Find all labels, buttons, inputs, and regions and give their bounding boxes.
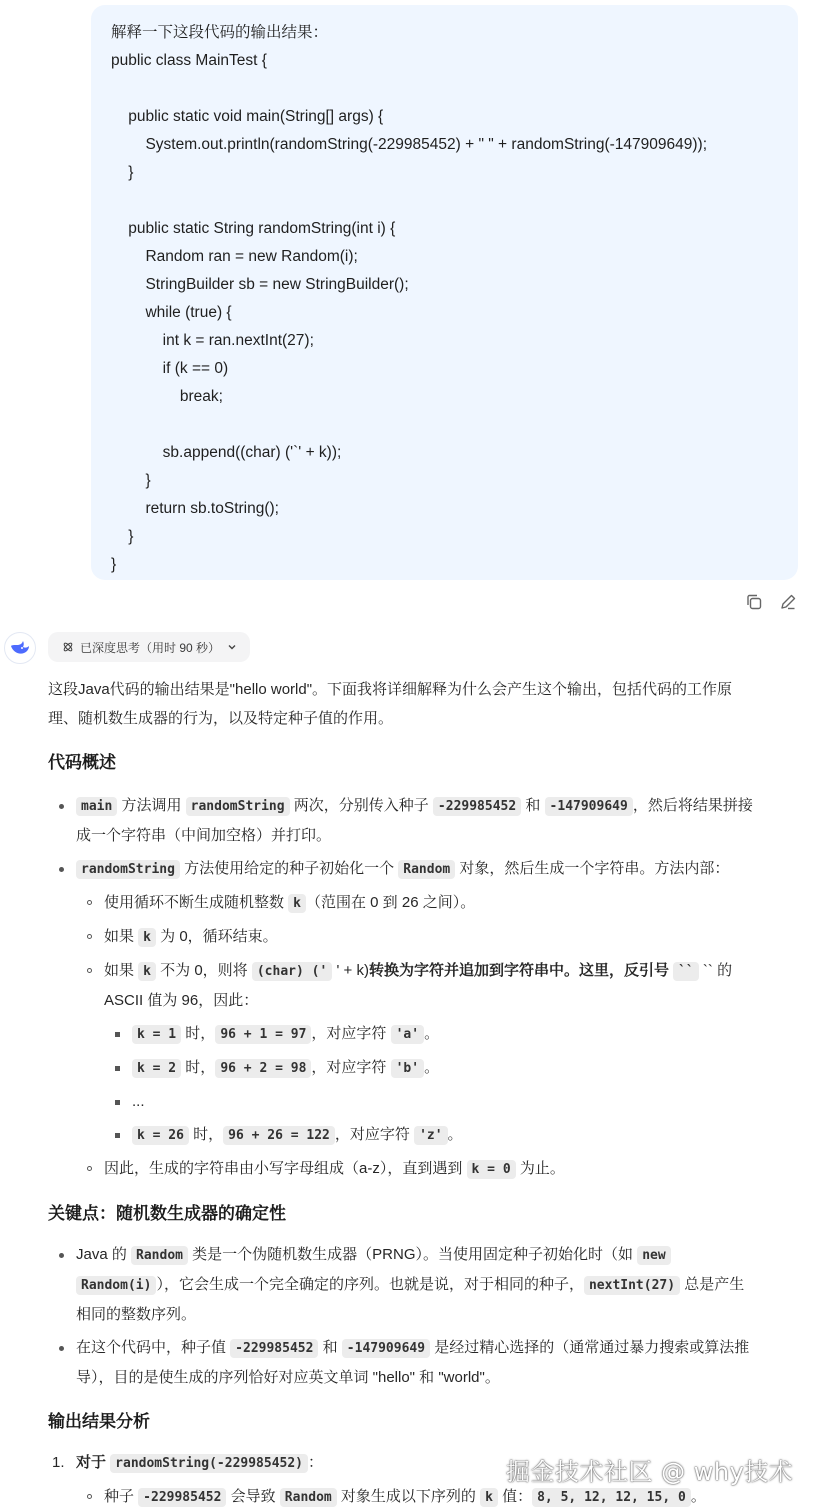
message-line: public static String randomString(int i) {	[111, 220, 396, 237]
inline-code: 96 + 26 = 122	[223, 1126, 335, 1145]
message-line: Random ran = new Random(i);	[111, 248, 358, 265]
message-line	[111, 411, 778, 439]
inline-code: randomString	[186, 797, 290, 816]
list-item: 使用循环不断生成随机整数 k （范围在 0 到 26 之间）。	[76, 888, 802, 918]
list-item: 在这个代码中，种子值 -229985452 和 -147909649 是经过精心选择的（通常通过暴力搜索或算法推 导），目的是使生成的序列恰好对应英文单词 "hello" 和 "world"。	[48, 1333, 802, 1392]
list-item: k = 2 时， 96 + 2 = 98 ，对应字符 'b' 。	[104, 1053, 802, 1083]
heading-overview: 代码概述	[48, 753, 116, 772]
key-points-list	[48, 1240, 802, 1392]
inline-code: -229985452	[433, 797, 521, 816]
message-line: 解释一下这段代码的输出结果：	[111, 24, 329, 41]
message-line: sb.append((char) ('`' + k));	[111, 444, 342, 461]
user-message-bubble	[91, 5, 798, 580]
message-line: if (k == 0)	[111, 360, 229, 377]
message-line: return sb.toString();	[111, 500, 279, 517]
list-item: Java 的 Random 类是一个伪随机数生成器（PRNG）。当使用固定种子初始化时（如 new Random(i) ），它会生成一个完全确定的序列。也就是说，对于相同的种子， nextInt(27) 总是产生 相同的整数序列。	[48, 1240, 802, 1329]
list-item: 1. 对于 randomString(-229985452) ： 种子 -229985452 会导致 Random 对象生成以下序列的 k 值： 8, 5, 12, 12, 15, 0 。	[48, 1448, 802, 1512]
watermark: 掘金技术社区 @ why技术	[506, 1458, 794, 1486]
message-line: while (true) {	[111, 304, 232, 321]
atom-icon	[62, 641, 74, 653]
message-line: StringBuilder sb = new StringBuilder();	[111, 276, 409, 293]
message-line: public class MainTest {	[111, 52, 267, 69]
overview-list	[48, 791, 802, 1184]
message-line: public static void main(String[] args) {	[111, 108, 384, 125]
inline-code: main	[76, 797, 117, 816]
sub-sub-list	[104, 1019, 802, 1150]
inline-code: -147909649	[545, 797, 633, 816]
copy-icon[interactable]	[744, 592, 764, 612]
heading-key-points: 关键点：随机数生成器的确定性	[48, 1204, 286, 1223]
inline-code: -229985452	[230, 1339, 318, 1358]
message-line: }	[111, 556, 117, 573]
list-item: k = 1 时， 96 + 1 = 97 ，对应字符 'a' 。	[104, 1019, 802, 1049]
message-line: }	[111, 528, 134, 545]
thinking-toggle[interactable]	[48, 632, 250, 662]
message-line	[111, 187, 778, 215]
edit-icon[interactable]	[778, 592, 798, 612]
inline-code: nextInt(27)	[584, 1276, 680, 1295]
intro-line: 理、随机数生成器的行为，以及特定种子值的作用。	[48, 710, 394, 727]
list-item: 如果 k 为 0，循环结束。	[76, 922, 802, 952]
inline-code: k = 26	[132, 1126, 189, 1145]
intro-paragraph	[48, 675, 802, 733]
message-actions	[744, 592, 798, 612]
inline-code: k	[138, 962, 156, 981]
inline-code: k	[288, 894, 306, 913]
list-item: ...	[104, 1087, 802, 1116]
list-item: k = 26 时， 96 + 26 = 122 ，对应字符 'z' 。	[104, 1120, 802, 1150]
thinking-label: 已深度思考（用时 90 秒）	[80, 640, 221, 655]
inline-code: k = 0	[467, 1160, 516, 1179]
inline-code: k = 2	[132, 1059, 181, 1078]
message-line: break;	[111, 388, 223, 405]
message-line	[111, 75, 778, 103]
inline-code: -229985452	[138, 1488, 226, 1507]
intro-line: 这段Java代码的输出结果是"hello world"。下面我将详细解释为什么会产生这个输出，包括代码的工作原	[48, 681, 733, 698]
inline-code: k = 1	[132, 1025, 181, 1044]
inline-code: Random	[280, 1488, 337, 1507]
inline-code: Random	[131, 1246, 188, 1265]
inline-code: 96 + 2 = 98	[215, 1059, 311, 1078]
assistant-answer	[48, 675, 802, 1512]
inline-code: ``	[673, 962, 699, 981]
inline-code: randomString	[76, 860, 180, 879]
inline-code: 'a'	[391, 1025, 424, 1044]
heading-output-analysis: 输出结果分析	[48, 1412, 150, 1431]
message-line: int k = ran.nextInt(27);	[111, 332, 314, 349]
message-line: }	[111, 472, 151, 489]
inline-code: 'z'	[414, 1126, 447, 1145]
sub-list	[76, 888, 802, 1184]
inline-code: 'b'	[391, 1059, 424, 1078]
inline-code: Random	[398, 860, 455, 879]
inline-code: 8, 5, 12, 12, 15, 0	[532, 1488, 691, 1507]
list-item: main 方法调用 randomString 两次，分别传入种子 -229985452 和 -147909649 ，然后将结果拼接 成一个字符串（中间加空格）并打印。	[48, 791, 802, 850]
inline-code: k	[480, 1488, 498, 1507]
assistant-logo-icon	[4, 632, 36, 664]
message-line: }	[111, 164, 134, 181]
list-item: 种子 -229985452 会导致 Random 对象生成以下序列的 k 值： 8, 5, 12, 12, 15, 0 。	[76, 1482, 802, 1512]
inline-code: Random(i)	[76, 1276, 156, 1295]
inline-code: k	[138, 928, 156, 947]
inline-code: new	[637, 1246, 670, 1265]
list-item: 如果 k 不为 0，则将 (char) (' ' + k)转换为字符并追加到字符串中。这里，反引号 `` `` 的 ASCII 值为 96，因此： k = 1 时， 96 + 1 = 97 ，对应字符 'a' 。 k = 2 时， 96 + 2 = 98 ，对应字符 'b' 。 ... k = 26 时， 96 + 26 = 122 ，对应字符 'z' 。	[76, 956, 802, 1150]
inline-code: randomString(-229985452)	[110, 1454, 308, 1473]
list-item: 因此，生成的字符串由小写字母组成（a-z），直到遇到 k = 0 为止。	[76, 1154, 802, 1184]
inline-code: 96 + 1 = 97	[215, 1025, 311, 1044]
message-line: System.out.println(randomString(-229985452) + " " + randomString(-147909649));	[111, 136, 708, 153]
list-item: randomString 方法使用给定的种子初始化一个 Random 对象，然后生成一个字符串。方法内部： 使用循环不断生成随机整数 k （范围在 0 到 26 之间）。 如果 k 为 0，循环结束。 如果 k 不为 0，则将 (char) (' ' + k)转换为字符并追加到字符串中。这里，反引号 `` `` 的 ASCII 值为 96，因此： k = 1 时， 96 + 1 = 97 ，对应字符 'a' 。 k = 2 时， 96 + 2 = 98 ，对应字符 'b' 。 ... k = 26 时， 96 + 26 = 122 ，对应字符 'z' 。 因此，生成的字符串由小写字母组成（a-z），直到遇到 k = 0 为止。	[48, 854, 802, 1184]
inline-code: (char) ('	[252, 962, 332, 981]
inline-code: -147909649	[342, 1339, 430, 1358]
chevron-down-icon	[226, 641, 238, 653]
